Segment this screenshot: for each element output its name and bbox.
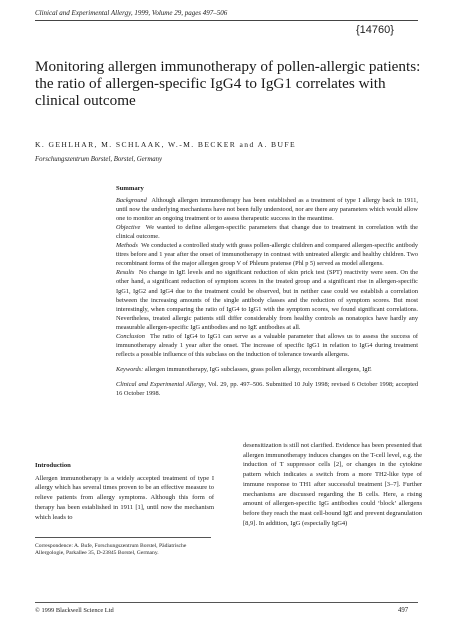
results-text: No change in IgE levels and no significant reduction of skin prick test (SPT) reactivity were seen. On the other hand, a significant reduction of symptom scores in the treated group and a significant rise in allergen-specific IgG1, IgG2 and IgG4 due to the treatment could be observed, but in neither case could we establish a correlation between the increasing amounts of the single antibody classes and the reduction of symptom scores. But most interestingly, when comparing the ratio of IgG4 to IgG1 with the symptom scores, we found significant correlations. Nevertheless, treated allergic patients still differ considerably from healthy controls as nonatopics have hardly any measurable allergen-specific IgG antibodies and no IgE antibodies at all. (116, 269, 419, 331)
article-title: Monitoring allergen immunotherapy of pollen-allergic patients: the ratio of allergen-specific IgG4 to IgG1 correlates with clinical outcome (35, 58, 421, 109)
citation-journal: Clinical and Experimental Allergy (116, 380, 205, 388)
conclusion-label: Conclusion (116, 332, 145, 340)
correspondence-note: Correspondence: A. Bufe, Forschungszentrum Borstel, Pädiatrische Allergologie, Parkallee 35, D-23845 Borstel, Germany. (35, 543, 187, 557)
intro-left-column (35, 461, 214, 522)
intro-right-text: desensitization is still not clarified. Evidence has been presented that allergen immunotherapy induces changes on the T-cell level, e.g. the induction of T suppressor cells [2], or changes in the cytokine pattern which indicates a switch from a more TH2-like type of immune response to TH1 after successful treatment [3–7]. Further mechanisms are discussed regarding the B cells. Here, a rising amount of allergen-specific IgG antibodies could ‘block’ allergens before they reach the mast cell-bound IgE and prevent degranulation [8,9]. In addition, IgG (especially IgG4) (243, 442, 422, 527)
citation-details: , Vol. 29, pp. 497–506. Submitted 10 July 1998; revised 6 October 1998; accepted 16 October 1998. (116, 380, 418, 397)
copyright: © 1999 Blackwell Science Ltd (35, 607, 114, 614)
methods-text: We conducted a controlled study with grass pollen-allergic children and compared allergen-specific antibody titres before and 1 year after the onset of immunotherapy in contrast with untreated allergic and healthy children. Two recombinant forms of the major allergen group V of Phleum pratense (Phl p 5) served as model allergens. (116, 242, 419, 268)
running-head: Clinical and Experimental Allergy, 1999, Volume 29, pages 497–506 (35, 9, 228, 17)
keywords-label: Keywords: (116, 365, 144, 373)
summary-conclusion (116, 332, 418, 359)
objective-text: We wanted to define allergen-specific parameters that change due to treatment in correlation with the clinical outcome. (116, 224, 418, 241)
summary-methods (116, 241, 418, 268)
summary-block (116, 184, 418, 398)
citation (116, 380, 418, 398)
keywords (116, 365, 418, 374)
summary-results (116, 268, 418, 331)
results-label: Results (116, 269, 135, 277)
methods-label: Methods (116, 242, 138, 250)
summary-objective (116, 223, 418, 241)
intro-heading: Introduction (35, 462, 71, 469)
intro-left-text: Allergen immunotherapy is a widely accepted treatment of type I allergy which has several times proven to be an effective measure to relieve patients from allergy symptoms. Although this form of therapy has been established in 1911 [1], until now the mechanism which leads to (35, 474, 214, 521)
footer-rule (35, 602, 418, 603)
header-rule (35, 20, 418, 21)
footnote-rule (35, 537, 211, 538)
objective-label: Objective (116, 224, 141, 232)
affiliation: Forschungszentrum Borstel, Borstel, Germany (35, 156, 163, 163)
summary-heading: Summary (116, 185, 144, 192)
background-text: Although allergen immunotherapy has been established as a treatment of type I allergy back in 1911, until now the underlying mechanisms have not been fully understood, nor are there any parameters which would allow one to monitor an ongoing treatment or to assess therapeutic success in the meantime. (116, 197, 419, 223)
summary-background (116, 196, 418, 223)
conclusion-text: The ratio of IgG4 to IgG1 can serve as a valuable parameter that allows us to assess the success of immunotherapy already 1 year after the onset. The increase of specific IgG1 in relation to IgG4 during treatment reflects a possible influence of this subclass on the induction of tolerance towards allergens. (116, 332, 418, 358)
authors: K. GEHLHAR, M. SCHLAAK, W.-M. BECKER and A. BUFE (35, 140, 297, 149)
page-number: 497 (398, 607, 409, 614)
background-label: Background (116, 197, 147, 205)
intro-right-column (243, 441, 422, 528)
document-id: {14760} (356, 24, 394, 36)
keywords-text: allergen immunotherapy, IgG subclasses, grass pollen allergy, recombinant allergens, IgE (144, 365, 372, 373)
